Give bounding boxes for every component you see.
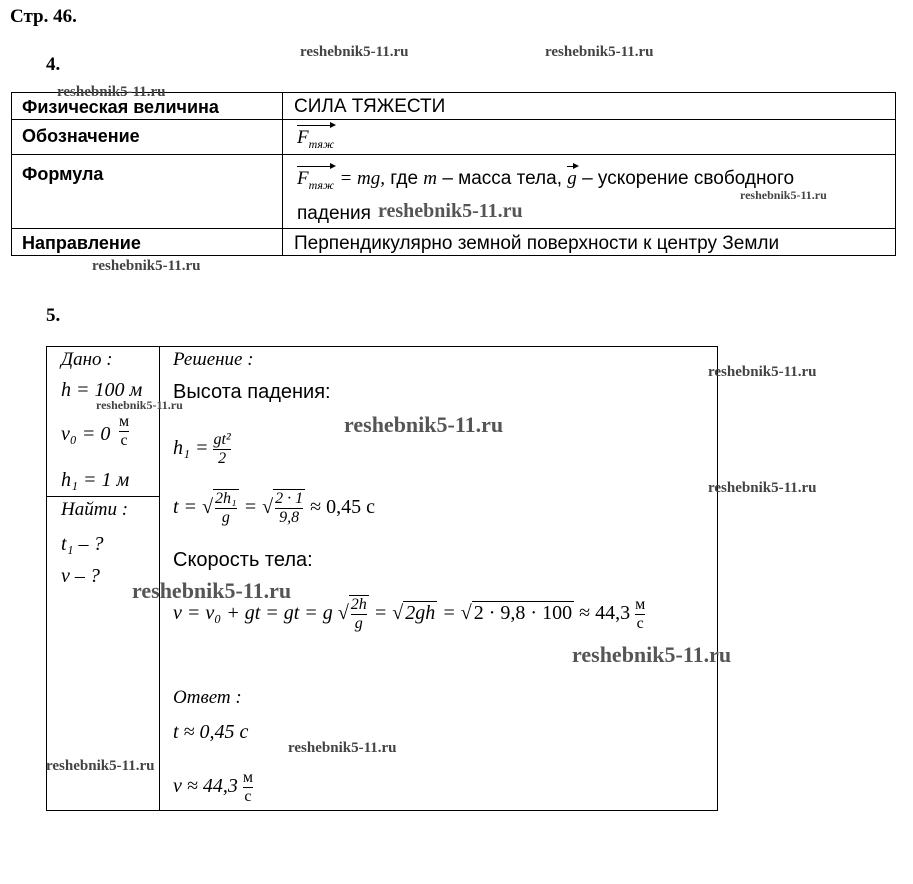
equation-height: h₁ = $\frac{\text{gt²}}{2}$ [173,431,231,467]
watermark: reshebnik5-11.ru [378,200,523,222]
answer-header: Ответ : [173,687,242,708]
watermark: reshebnik5-11.ru [132,578,292,603]
height-title: Высота падения: [173,381,331,403]
equation-speed: v = v₀ + gt = gt = g √ $\frac{2h}{g}$ = √ 2gh = √ 2 · 9,8 · 100 ≈ 44,3 $\frac{м}{с}$ [173,596,646,632]
watermark: reshebnik5-11.ru [46,758,155,774]
given-h: h = 100 м [61,379,143,401]
row-value-formula-cont: падения [297,203,371,224]
row-label-quantity: Физическая величина [22,97,219,117]
watermark: reshebnik5-11.ru [57,84,166,100]
watermark: reshebnik5-11.ru [740,188,827,202]
speed-title: Скорость тела: [173,549,313,571]
row-value-quantity: СИЛА ТЯЖЕСТИ [294,96,446,117]
task-5-number: 5. [46,305,61,326]
watermark: reshebnik5-11.ru [288,740,397,756]
row-label-formula: Формула [22,164,104,184]
watermark: reshebnik5-11.ru [708,480,817,496]
row-value-notation: $F_{тяж}$ [297,127,335,151]
solution-header: Решение : [173,349,254,370]
row-label-direction: Направление [22,233,141,253]
given-h1: h₁ = 1 м [61,469,130,491]
watermark: reshebnik5-11.ru [92,258,201,274]
given-header: Дано : [61,349,113,370]
page-title: Стр. 46. [10,6,77,27]
find-header: Найти : [61,499,129,520]
equation-time: t = √ $\frac{\text{2h₁}}{g}$ = √ $\frac{2 \cdot 1}{9,8}$ ≈ 0,45 с [173,490,375,526]
row-value-formula: $F_{тяж}$ = mg, где m – масса тела, g – ускорение свободного [297,168,795,192]
watermark: reshebnik5-11.ru [300,44,409,60]
task-4-number: 4. [46,54,61,75]
find-v: v – ? [61,565,100,587]
row-label-notation: Обозначение [22,126,140,146]
watermark: reshebnik5-11.ru [572,642,732,667]
watermark: reshebnik5-11.ru [545,44,654,60]
row-value-direction: Перпендикулярно земной поверхности к центру Земли [294,233,780,254]
given-v0-unit: $\frac{м}{с}$ [119,413,130,449]
watermark: reshebnik5-11.ru [344,412,504,437]
answer-v: v ≈ 44,3 $\frac{м}{с}$ [173,769,253,805]
watermark: reshebnik5-11.ru [708,364,817,380]
task-4-table [11,92,896,256]
find-t1: t₁ – ? [61,533,104,555]
watermark: reshebnik5-11.ru [96,398,183,412]
answer-t: t ≈ 0,45 с [173,721,249,743]
given-v0: v₀ = 0 [61,423,111,445]
